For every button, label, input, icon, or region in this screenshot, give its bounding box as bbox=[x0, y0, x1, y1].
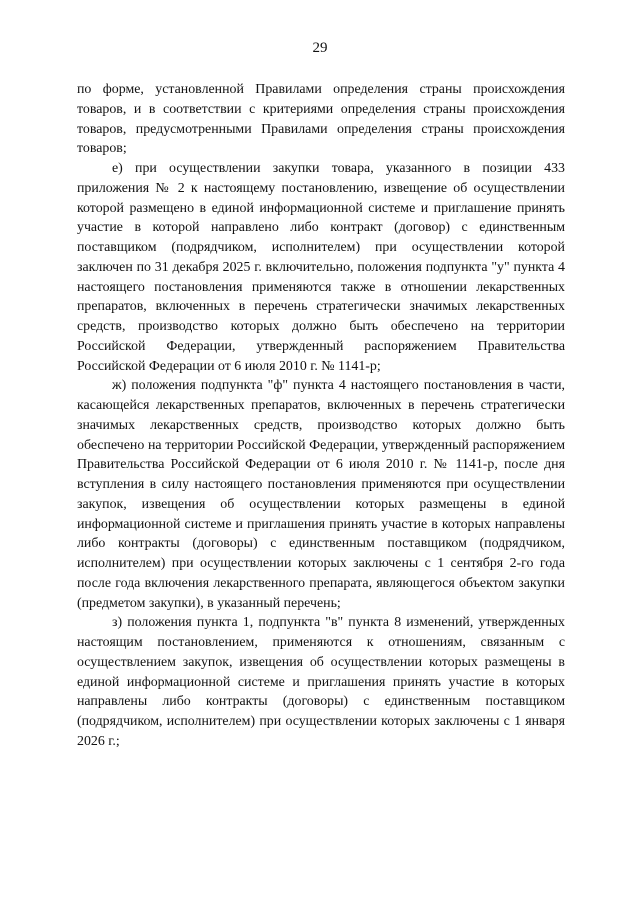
paragraph-item-e: е) при осуществлении закупки товара, указанного в позиции 433 приложения № 2 к настоящему постановлению, извещение об осуществлении которой размещено в единой информационной системе и приглашение принять участие в которой направлено либо контракт (договор) с единственным поставщиком (подрядчиком, исполнителем) при осуществлении которой заключен по 31 декабря 2025 г. включительно, положения подпункта "у" пункта 4 настоящего постановления применяются также в отношении лекарственных препаратов, включенных в перечень стратегически значимых лекарственных средств, производство которых должно быть обеспечено на территории Российской Федерации, утвержденный распоряжением Правительства Российской Федерации от 6 июля 2010 г. № 1141-р; bbox=[77, 161, 565, 374]
document-body bbox=[77, 80, 565, 752]
page-number: 29 bbox=[312, 40, 328, 56]
paragraph-item-z: з) положения пункта 1, подпункта "в" пункта 8 изменений, утвержденных настоящим постановлением, применяются к отношениям, связанным с осуществлением закупок, извещения об осуществлении которых размещены в единой информационной системе и приглашения принять участие в которых направлены либо контракты (договоры) с единственным поставщиком (подрядчиком, исполнителем) при осуществлении которых заключены с 1 января 2026 г.; bbox=[77, 615, 565, 749]
paragraph-continuation: по форме, установленной Правилами определения страны происхождения товаров, и в соответствии с критериями определения страны происхождения товаров, предусмотренными Правилами определения страны происхождения товаров; bbox=[77, 82, 565, 157]
paragraph-item-zh: ж) положения подпункта "ф" пункта 4 настоящего постановления в части, касающейся лекарственных препаратов, включенных в перечень стратегически значимых лекарственных средств, производство которых должно быть обеспечено на территории Российской Федерации, утвержденный распоряжением Правительства Российской Федерации от 6 июля 2010 г. № 1141-р, после дня вступления в силу настоящего постановления применяются при осуществлении закупок, извещения об осуществлении которых размещены в единой информационной системе и приглашения принять участие в которых направлены либо контракты (договоры) с единственным поставщиком (подрядчиком, исполнителем) при осуществлении которых заключены с 1 сентября 2-го года после года включения лекарственного препарата, являющегося объектом закупки (предметом закупки), в указанный перечень; bbox=[77, 378, 565, 611]
